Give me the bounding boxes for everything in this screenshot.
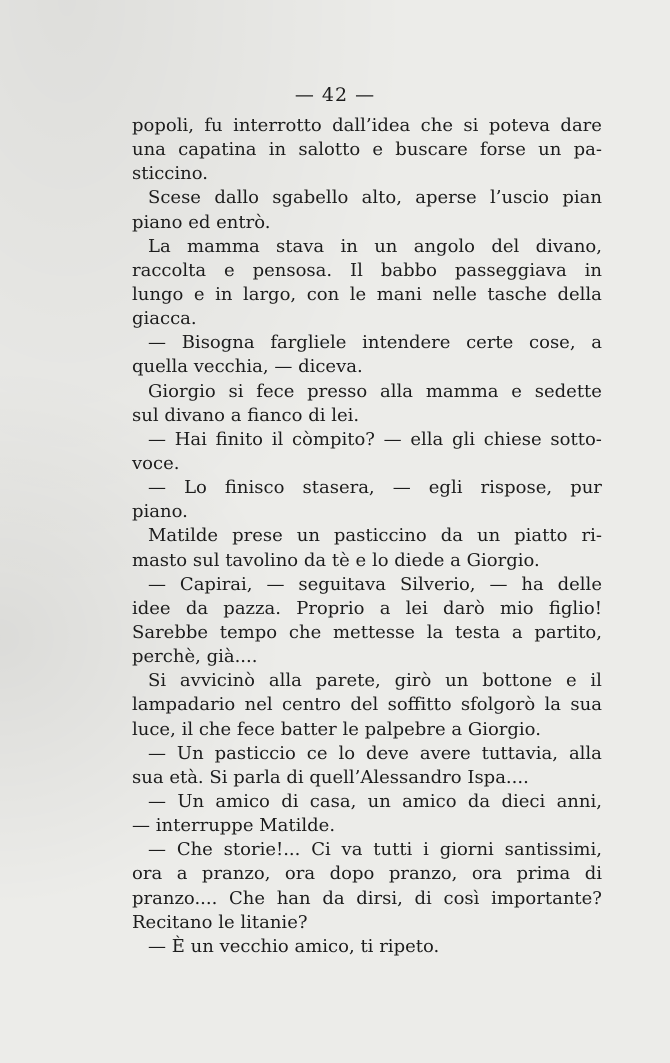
text-line: — Bisogna fargliele intendere certe cose, a	[148, 332, 602, 354]
text-line: raccolta e pensosa. Il babbo passeggiava in	[132, 259, 602, 281]
paragraph	[132, 380, 602, 428]
text-line: sul divano a fianco di lei.	[132, 404, 360, 426]
paragraph	[132, 235, 602, 332]
text-line: — interruppe Matilde.	[132, 815, 336, 837]
paragraph	[132, 114, 602, 186]
text-line: quella vecchia, — diceva.	[132, 356, 363, 378]
text-line: sua età. Si parla di quell’Alessandro Ispa....	[132, 766, 529, 788]
text-line: Scese dallo sgabello alto, aperse l’uscio pian	[148, 187, 602, 209]
paragraph	[132, 935, 602, 959]
text-line: perchè, già....	[132, 646, 258, 668]
paragraph	[132, 669, 602, 741]
text-line: Sarebbe tempo che mettesse la testa a partito,	[132, 621, 602, 643]
text-line: — Un pasticcio ce lo deve avere tuttavia, alla	[148, 742, 602, 764]
text-line: — Hai finito il còmpito? — ella gli chiese sotto-	[148, 428, 602, 450]
text-line: sticcino.	[132, 163, 208, 185]
paragraph	[132, 742, 602, 790]
paragraph	[132, 476, 602, 524]
text-line: Recitano le litanie?	[132, 911, 308, 933]
text-line: voce.	[132, 452, 180, 474]
text-line: Matilde prese un pasticcino da un piatto ri-	[148, 525, 602, 547]
text-line: La mamma stava in un angolo del divano,	[148, 235, 602, 257]
text-line: luce, il che fece batter le palpebre a Giorgio.	[132, 718, 541, 740]
paragraph	[132, 524, 602, 572]
text-line: masto sul tavolino da tè e lo diede a Giorgio.	[132, 549, 540, 571]
text-line: — È un vecchio amico, ti ripeto.	[148, 935, 440, 957]
text-line: — Che storie!... Ci va tutti i giorni santissimi,	[148, 839, 602, 861]
text-line: piano ed entrò.	[132, 211, 271, 233]
text-line: piano.	[132, 501, 188, 523]
paragraph	[132, 790, 602, 838]
text-line: ora a pranzo, ora dopo pranzo, ora prima di	[132, 863, 602, 885]
page-number: — 42 —	[294, 84, 376, 106]
paragraph	[132, 186, 602, 234]
text-line: popoli, fu interrotto dall’idea che si poteva dare	[132, 115, 602, 136]
text-line: giacca.	[132, 308, 197, 330]
text-line: Giorgio si fece presso alla mamma e sedette	[148, 380, 602, 402]
text-line: — Lo finisco stasera, — egli rispose, pur	[148, 477, 602, 499]
text-line: lampadario nel centro del soffitto sfolgorò la sua	[132, 694, 602, 716]
text-line: — Capirai, — seguitava Silverio, — ha delle	[148, 573, 602, 595]
text-line: pranzo.... Che han da dirsi, di così importante?	[132, 887, 602, 909]
text-line: una capatina in salotto e buscare forse un pa-	[132, 139, 602, 161]
paragraph	[132, 331, 602, 379]
paragraph	[132, 573, 602, 670]
paragraph	[132, 838, 602, 935]
text-line: — Un amico di casa, un amico da dieci anni,	[148, 790, 602, 812]
text-line: idee da pazza. Proprio a lei darò mio figlio!	[132, 597, 602, 619]
text-line: lungo e in largo, con le mani nelle tasche della	[132, 283, 602, 305]
text-line: Si avvicinò alla parete, girò un bottone e il	[148, 670, 602, 692]
text-body	[132, 114, 602, 959]
paragraph	[132, 428, 602, 476]
